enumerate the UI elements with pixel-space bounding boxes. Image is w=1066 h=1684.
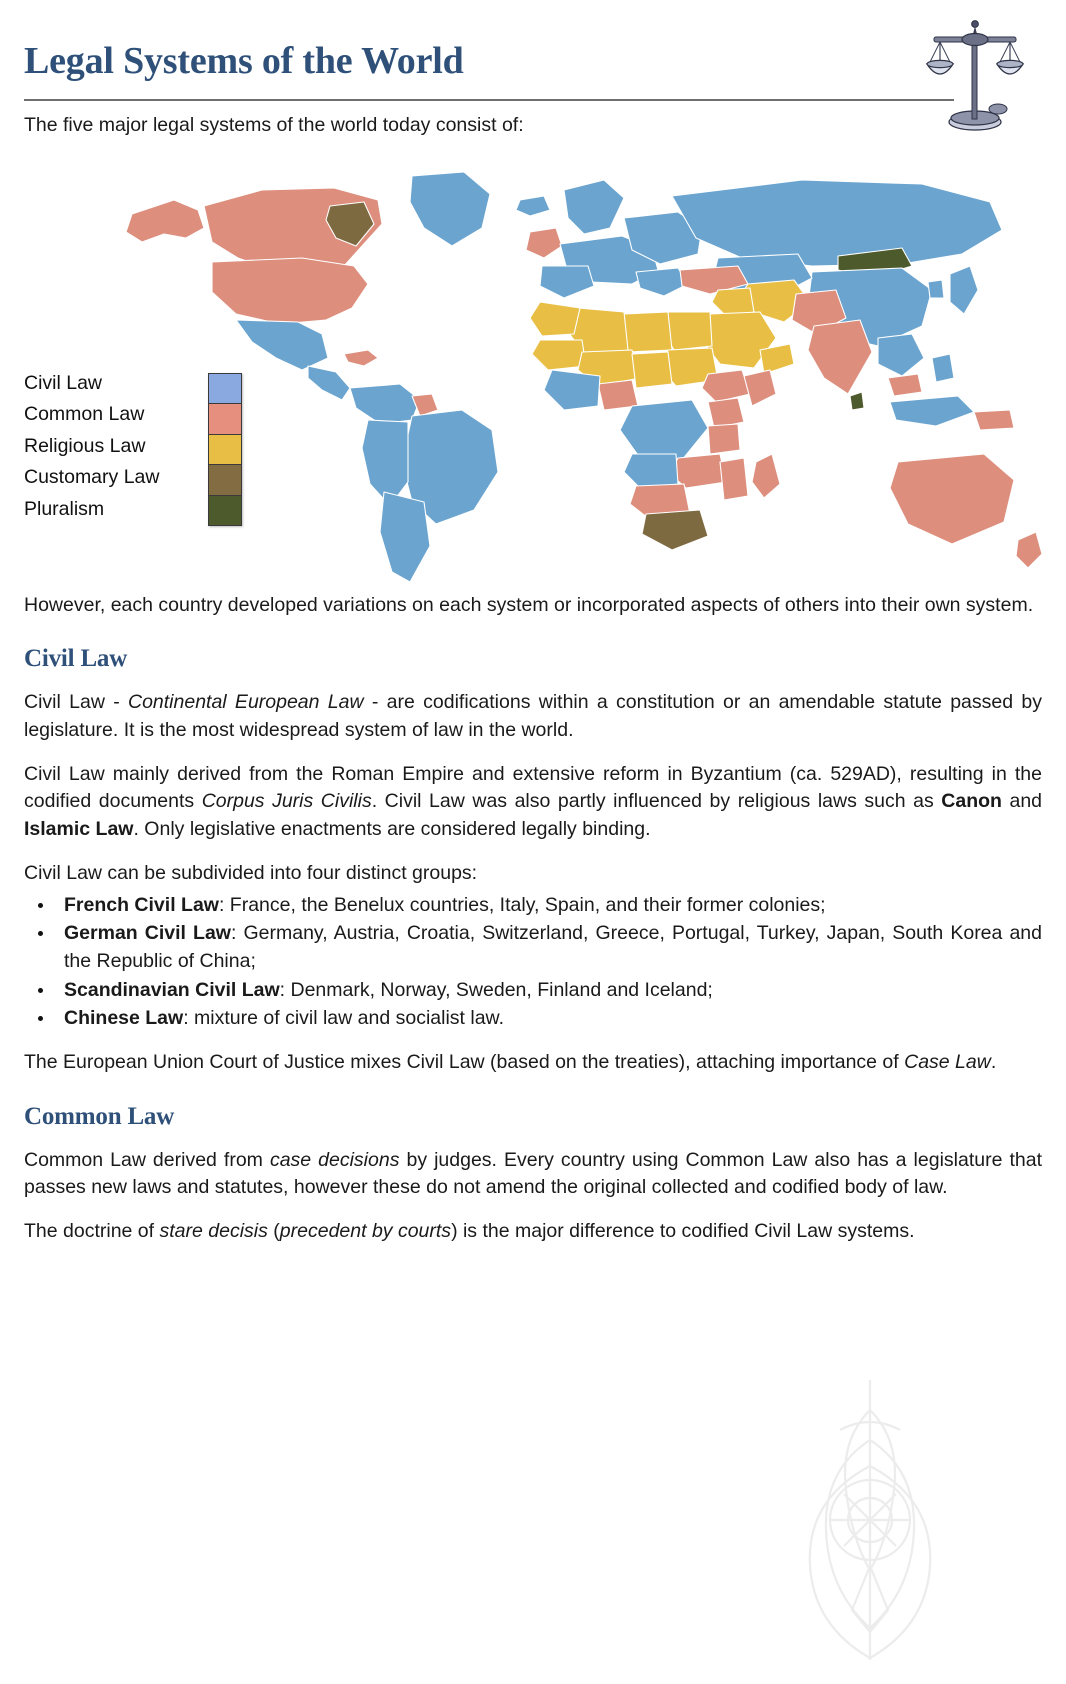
run-text: . Civil Law was also partly influenced by religious laws such as bbox=[371, 790, 942, 813]
run-text: - are codifications within a constitution or an amendable statute passed by legislature. It is the most widespread system of law in the world. bbox=[24, 691, 1042, 742]
region-central-africa bbox=[620, 400, 708, 460]
swatch-common-law bbox=[209, 404, 241, 435]
title-divider bbox=[24, 99, 954, 101]
run-text: Civil Law mainly derived from the Roman Empire and extensive reform in Byzantium (ca. 529AD), resulting in the codified documents bbox=[24, 762, 1042, 813]
list-item bbox=[24, 1005, 1042, 1033]
country-spain-portugal bbox=[540, 266, 594, 298]
document-header bbox=[24, 0, 1042, 112]
country-south-africa bbox=[642, 510, 708, 550]
bullet-dot-icon bbox=[38, 931, 43, 936]
swatch-civil-law bbox=[209, 374, 241, 405]
legend-label-religious-law: Religious Law bbox=[24, 434, 146, 457]
list-item bbox=[24, 920, 1042, 975]
run-text: . bbox=[990, 1050, 997, 1073]
swatch-pluralism bbox=[209, 496, 241, 526]
country-iceland bbox=[516, 196, 550, 216]
bullet-term: Scandinavian Civil Law bbox=[64, 978, 280, 1001]
region-west-africa-coast bbox=[544, 370, 600, 410]
country-morocco bbox=[530, 302, 580, 336]
run-italic: Case Law bbox=[904, 1050, 991, 1073]
legend-label-common-law: Common Law bbox=[24, 403, 145, 426]
country-chad bbox=[632, 352, 672, 388]
run-text: Common Law derived from bbox=[24, 1148, 270, 1171]
country-madagascar bbox=[752, 454, 780, 498]
country-united-states bbox=[212, 258, 368, 324]
bullet-dot-icon bbox=[38, 988, 43, 993]
run-italic: Corpus Juris Civilis bbox=[201, 790, 372, 813]
legend-label-list bbox=[24, 368, 204, 526]
run-text: . Only legislative enactments are considered legally binding. bbox=[133, 818, 651, 841]
country-mauritania bbox=[532, 340, 586, 370]
post-map-paragraph: However, each country developed variations on each system or incorporated aspects of others into their own system. bbox=[24, 593, 1034, 616]
country-angola bbox=[624, 454, 678, 488]
laurel-wreath-emblem-watermark bbox=[720, 1370, 1020, 1670]
legend-label-civil-law: Civil Law bbox=[24, 371, 103, 394]
country-mozambique bbox=[720, 458, 748, 500]
civil-law-paragraph-1 bbox=[24, 689, 1042, 744]
bullet-term: German Civil Law bbox=[64, 922, 231, 945]
country-somalia bbox=[744, 370, 776, 406]
civil-law-list-intro: Civil Law can be subdivided into four distinct groups: bbox=[24, 861, 478, 884]
country-colombia-venezuela bbox=[350, 384, 420, 424]
run-bold: Canon bbox=[941, 790, 1002, 813]
country-australia bbox=[890, 454, 1014, 544]
bullet-dot-icon bbox=[38, 903, 43, 908]
intro-paragraph: The five major legal systems of the world today consist of: bbox=[24, 114, 524, 136]
common-law-paragraph-2 bbox=[24, 1218, 1042, 1246]
bullet-detail: : France, the Benelux countries, Italy, Spain, and their former colonies; bbox=[218, 893, 826, 916]
list-item bbox=[24, 977, 1042, 1005]
swatch-religious-law bbox=[209, 435, 241, 466]
run-text: The European Union Court of Justice mixes Civil Law (based on the treaties), attaching importance of bbox=[24, 1050, 905, 1073]
run-text: ( bbox=[267, 1220, 280, 1242]
country-greenland bbox=[410, 172, 490, 246]
run-text: Civil Law - bbox=[24, 691, 128, 714]
country-malaysia bbox=[888, 374, 922, 396]
bullet-dot-icon bbox=[38, 1016, 43, 1021]
civil-law-paragraph-2 bbox=[24, 761, 1042, 844]
legend-label-customary-law: Customary Law bbox=[24, 466, 160, 489]
run-text: ) is the major difference to codified Civil Law systems. bbox=[451, 1220, 915, 1242]
region-central-america bbox=[308, 366, 350, 400]
civil-law-closing-paragraph bbox=[24, 1049, 1042, 1077]
legend-color-swatches bbox=[208, 373, 242, 527]
run-italic: case decisions bbox=[269, 1148, 400, 1171]
world-map-figure bbox=[24, 162, 1042, 592]
region-british-isles bbox=[526, 228, 562, 258]
bullet-term: French Civil Law bbox=[64, 893, 219, 916]
region-caribbean bbox=[344, 350, 378, 366]
bullet-detail: : Denmark, Norway, Sweden, Finland and Iceland; bbox=[279, 978, 713, 1001]
region-southeast-asia bbox=[878, 334, 924, 376]
run-bold: Islamic Law bbox=[24, 818, 134, 841]
legend-label-pluralism: Pluralism bbox=[24, 498, 105, 520]
run-text: The doctrine of bbox=[24, 1220, 160, 1242]
run-italic: precedent by courts bbox=[279, 1220, 452, 1242]
country-sri-lanka bbox=[850, 392, 864, 410]
run-text: by judges. Every country using Common Law also has a legislature that passes new laws and statutes, however these do not amend the original collected and codified body of law. bbox=[24, 1148, 1042, 1199]
bullet-detail: : mixture of civil law and socialist law. bbox=[183, 1007, 504, 1030]
page-title: Legal Systems of the World bbox=[24, 40, 464, 82]
run-text: and bbox=[1001, 790, 1043, 813]
country-russia bbox=[672, 180, 1002, 266]
country-korea bbox=[928, 280, 944, 298]
map-legend bbox=[24, 368, 242, 527]
run-italic: Continental European Law bbox=[127, 691, 364, 714]
civil-law-bullet-list bbox=[24, 892, 1042, 1033]
country-tanzania bbox=[708, 424, 740, 454]
country-guyana bbox=[412, 394, 438, 416]
country-iraq bbox=[712, 288, 754, 316]
country-india bbox=[808, 320, 872, 394]
country-indonesia bbox=[890, 396, 974, 426]
common-law-paragraph-1 bbox=[24, 1147, 1042, 1202]
world-legal-systems-map bbox=[112, 162, 1042, 592]
bullet-term: Chinese Law bbox=[64, 1007, 184, 1030]
section-heading-common-law: Common Law bbox=[24, 1102, 175, 1130]
section-heading-civil-law: Civil Law bbox=[24, 645, 128, 673]
country-png bbox=[974, 410, 1014, 430]
region-scandinavia bbox=[564, 180, 624, 234]
country-yemen-oman bbox=[760, 344, 794, 374]
run-italic: stare decisis bbox=[159, 1220, 268, 1242]
country-alaska bbox=[126, 200, 204, 242]
country-ethiopia bbox=[702, 370, 750, 402]
country-japan bbox=[950, 266, 978, 314]
country-new-zealand bbox=[1016, 532, 1042, 568]
country-kenya bbox=[708, 398, 744, 428]
country-philippines bbox=[932, 354, 954, 382]
list-item bbox=[24, 892, 1042, 920]
country-mexico bbox=[236, 320, 328, 370]
bullet-detail: : Germany, Austria, Croatia, Switzerland, Greece, Portugal, Turkey, Japan, South Korea and the Republic of China; bbox=[64, 922, 1042, 972]
country-chile-argentina bbox=[380, 492, 430, 582]
swatch-customary-law bbox=[209, 465, 241, 496]
